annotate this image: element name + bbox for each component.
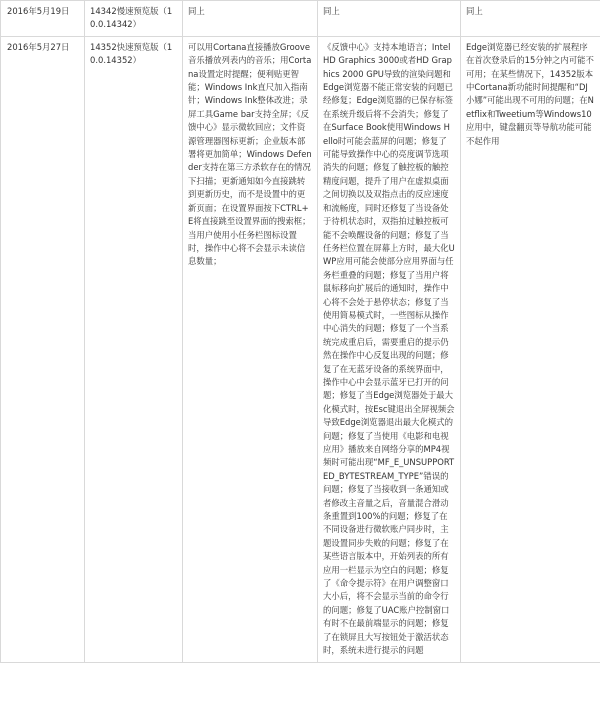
fixes-cell: 《反馈中心》支持本地语言；Intel HD Graphics 3000或者HD Graphics 2000 GPU导致的渲染问题和Edge浏览器不能正常安装的问题已经修复；Edge浏览器的已保存标签在系统升级后将不会消失；修复了在Surface Book使用Windows Hello时可能会蓝屏的问题；修复了可能导致操作中心的亮度调节选项消失的问题；修复了触控板的触控精度问题，提升了用户在虚拟桌面之间切换以及双指点击的反应速度和流畅度，同时还修复了当设备处于待机状态时，双指拍过触控板可能不会唤醒设备的问题；修复了当任务栏位置在屏幕上方时，最大化UWP应用可能会使部分应用界面与任务栏重叠的问题；修复了当用户将鼠标移向扩展后的通知时，操作中心将不会处于悬停状态；修复了当使用简易模式时，一些图标从操作中心消失的问题；修复了一个当系统完成重启后，需要重启的提示仍然在操作中心反复出现的问题；修复了在无蓝牙设备的系统界面中，操作中心中会显示蓝牙已打开的问题；修复了当Edge浏览器处于最大化模式时，按Esc键退出全屏视频会导致Edge浏览器退出最大化模式的问题；修复了当使用《电影和电视应用》播放来自网络分享的MP4视频时可能出现“MF_E_UNSUPPORTED_BYTESTREAM_TYPE”错误的问题；修复了当接收到一条通知或者修改主音量之后，音量混合滑动条重置到100%的问题；修复了在不同设备进行微软账户同步时，主题设置同步失败的问题；修复了在某些语言版本中，开始列表的所有应用一栏显示为空白的问题；修复了《命令提示符》在用户调整窗口大小后，将不会显示当前的命令行的问题；修复了UAC账户控制窗口有时不在最前端显示的问题；修复了在锁屏且大写按钮处于激活状态时，系统未进行提示的问题 <box>318 36 461 662</box>
new-features-cell: 可以用Cortana直接播放Groove音乐播放列表内的音乐；用Cortana设置定时提醒；便利贴更智能；Windows Ink直尺加入指南针；Windows Ink整体改进；录屏工具Game bar支持全屏；《反馈中心》显示微软回应；文件资源管理器图标更新；企业版本部署将更加简单；Windows Defender支持在第三方杀软存在的情况下扫描；更新通知如今直接跳转到更新历史，而不是设置中的更新页面；在设置界面按下CTRL+E将直接跳至设置界面的搜索框；当用户使用小任务栏图标设置时，操作中心将不会显示未读信息数量； <box>183 36 318 662</box>
known-issues-cell: 同上 <box>461 1 600 37</box>
release-date-cell: 2016年5月19日 <box>1 1 85 37</box>
build-version-cell: 14352快速预览版（10.0.14352） <box>85 36 183 662</box>
release-date-cell: 2016年5月27日 <box>1 36 85 662</box>
table-row <box>1 36 600 662</box>
new-features-cell: 同上 <box>183 1 318 37</box>
known-issues-cell: Edge浏览器已经安装的扩展程序在首次登录后的15分钟之内可能不可用；在某些情况下，14352版本中Cortana新功能时间提醒和“DJ小娜”可能出现不可用的问题；在Netflix和Tweetium等Windows10应用中，键盘翻页等导航功能可能不起作用 <box>461 36 600 662</box>
fixes-cell: 同上 <box>318 1 461 37</box>
build-version-cell: 14342慢速预览版（10.0.14342） <box>85 1 183 37</box>
table-row <box>1 1 600 37</box>
